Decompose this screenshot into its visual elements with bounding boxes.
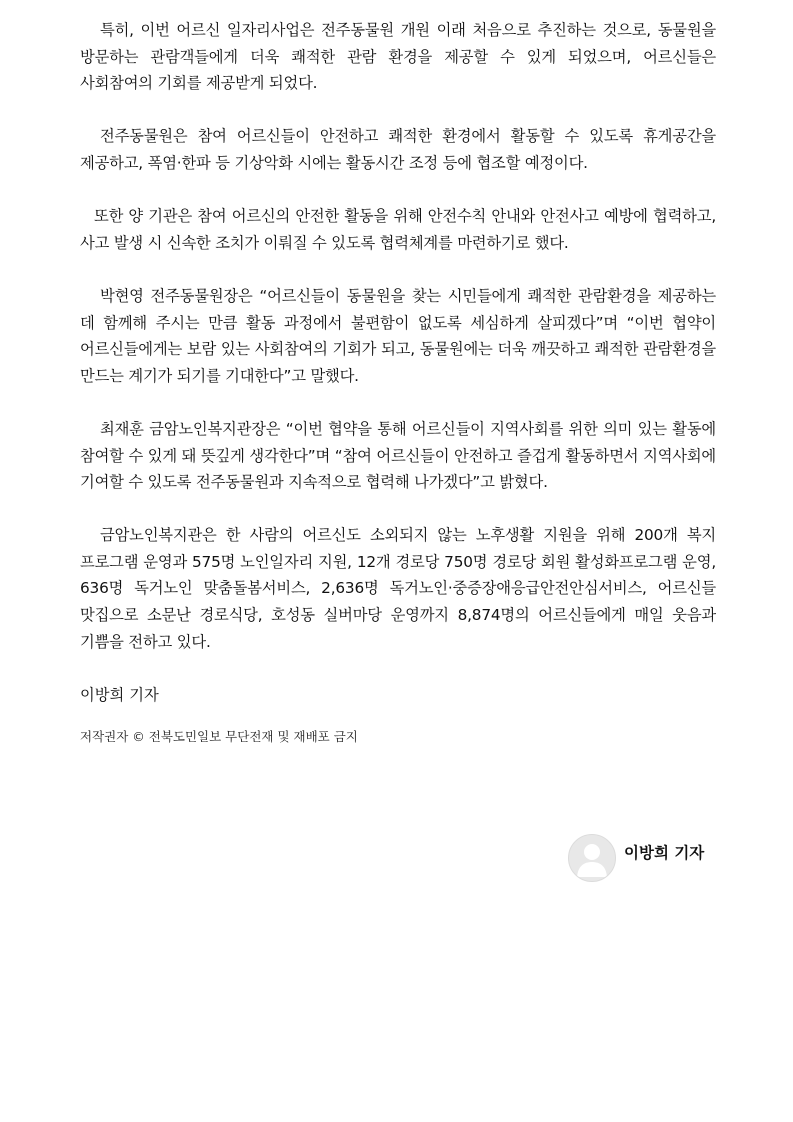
paragraph-4-text: 박현영 전주동물원장은 “어르신들이 동물원을 찾는 시민들에게 쾌적한 관람환경을 제공하는 데 함께해 주시는 만큼 활동 과정에서 불편함이 없도록 세심하게 살피겠다”며 “이번 협약이 어르신들에게는 보람 있는 사회참여의 기회가 되고, 동물원에는 더욱 깨끗하고 쾌적한 관람환경을 만드는 계기가 되기를 기대한다”고 말했다.	[80, 286, 716, 385]
paragraph-5-text: 최재훈 금암노인복지관장은 “이번 협약을 통해 어르신들이 지역사회를 위한 의미 있는 활동에 참여할 수 있게 돼 뜻깊게 생각한다”며 “참여 어르신들이 안전하고 즐겁게 활동하면서 지역사회에 기여할 수 있도록 전주동물원과 지속적으로 협력해 나가겠다”고 밝혔다.	[80, 419, 716, 492]
paragraph-3	[80, 203, 716, 256]
paragraph-1-text: 특히, 이번 어르신 일자리사업은 전주동물원 개원 이래 처음으로 추진하는 것으로, 동물원을 방문하는 관람객들에게 더욱 쾌적한 관람 환경을 제공할 수 있게 되었으며, 어르신들은 사회참여의 기회를 제공받게 되었다.	[80, 21, 716, 93]
byline: 이방희 기자	[80, 685, 159, 704]
article-body	[80, 17, 716, 748]
paragraph-5	[80, 416, 716, 496]
avatar[interactable]	[568, 834, 616, 882]
author-card[interactable]	[568, 834, 718, 882]
paragraph-6	[80, 522, 716, 655]
paragraph-6-text: 금암노인복지관은 한 사람의 어르신도 소외되지 않는 노후생활 지원을 위해 200개 복지 프로그램 운영과 575명 노인일자리 지원, 12개 경로당 750명 경로당 회원 활성화프로그램 운영, 636명 독거노인 맞춤돌봄서비스, 2,636명 독거노인·중증장애응급안전안심서비스, 어르신들 맛집으로 소문난 경로식당, 호성동 실버마당 운영까지 8,874명의 어르신들에게 매일 웃음과 기쁨을 전하고 있다.	[80, 526, 716, 651]
paragraph-3-text: 또한 양 기관은 참여 어르신의 안전한 활동을 위해 안전수칙 안내와 안전사고 예방에 협력하고, 사고 발생 시 신속한 조치가 이뤄질 수 있도록 협력체계를 마련하기로 했다.	[80, 207, 716, 252]
paragraph-1	[80, 17, 716, 97]
paragraph-4	[80, 283, 716, 389]
copyright-notice: 저작권자 © 전북도민일보 무단전재 및 재배포 금지	[80, 729, 358, 745]
author-name[interactable]: 이방희 기자	[624, 844, 705, 862]
paragraph-2	[80, 123, 716, 176]
paragraph-2-text: 전주동물원은 참여 어르신들이 안전하고 쾌적한 환경에서 활동할 수 있도록 휴게공간을 제공하고, 폭염·한파 등 기상악화 시에는 활동시간 조정 등에 협조할 예정이다.	[80, 127, 716, 172]
person-silhouette-icon	[569, 835, 615, 881]
